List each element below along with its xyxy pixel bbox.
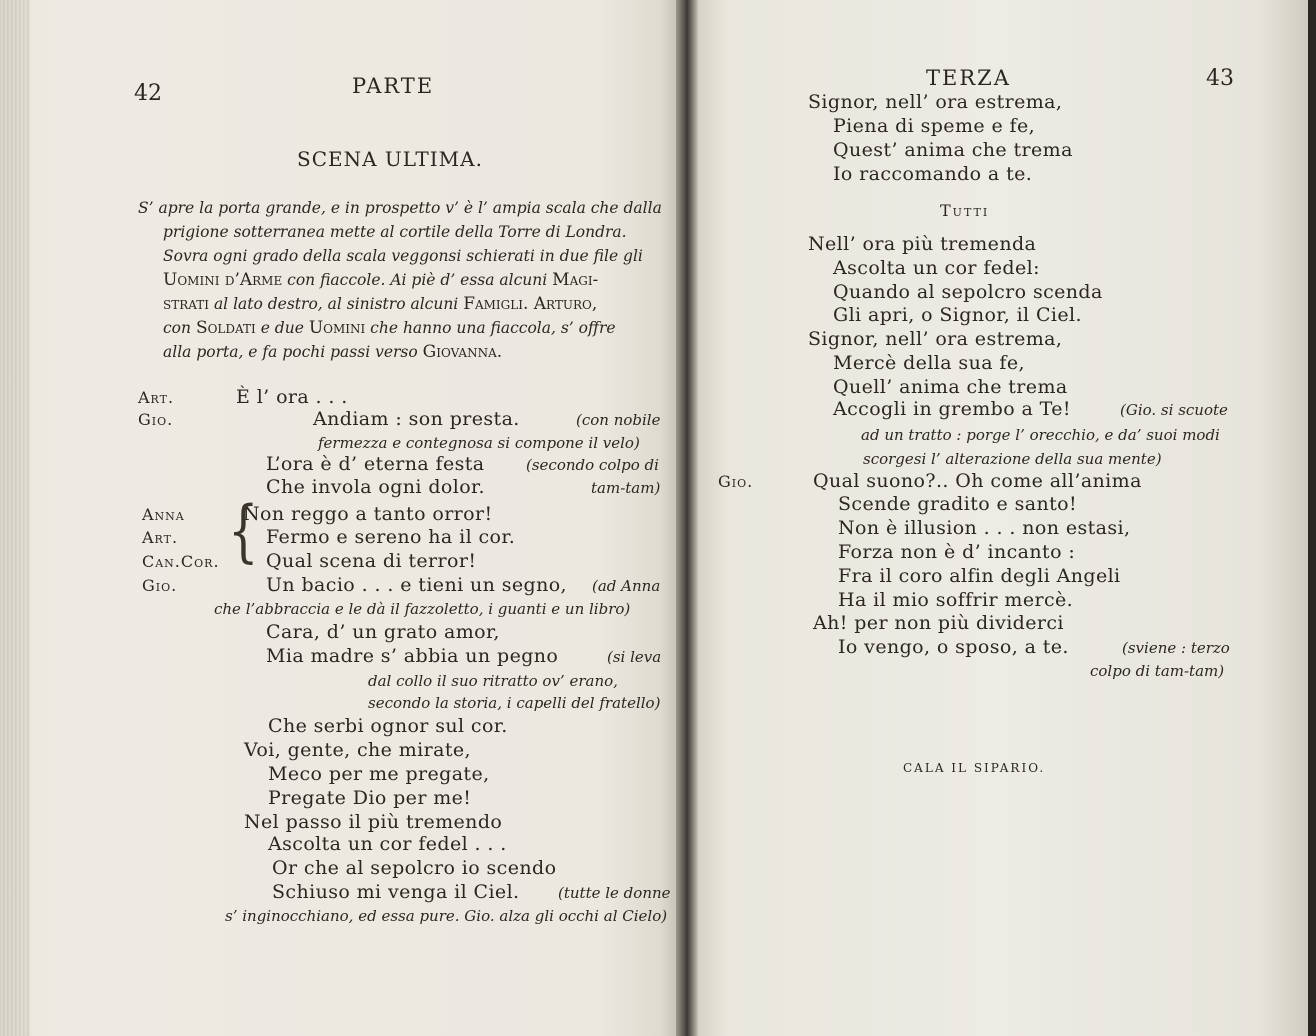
- stage-direction: secondo la storia, i capelli del fratello): [368, 694, 661, 712]
- verse-line: Fra il coro alfin degli Angeli: [838, 565, 1121, 587]
- character-name: Giovanna.: [422, 342, 503, 362]
- verse-line: Quando al sepolcro scenda: [833, 281, 1103, 303]
- stage-direction-line: [163, 320, 616, 337]
- speaker-label: Art.: [138, 388, 175, 407]
- character-name: Uomini d’Arme: [163, 270, 283, 290]
- stage-direction: fermezza e contegnosa si compone il velo): [318, 434, 640, 452]
- stage-direction: (Gio. si scuote: [1120, 401, 1228, 419]
- stage-direction: (sviene : terzo: [1122, 639, 1230, 657]
- verse-line: Fermo e sereno ha il cor.: [266, 526, 516, 548]
- stage-direction-text: con: [163, 319, 196, 337]
- verse-line: Accogli in grembo a Te!: [833, 398, 1071, 420]
- verse-line: Signor, nell’ ora estrema,: [808, 328, 1063, 350]
- verse-line: Qual scena di terror!: [266, 550, 477, 572]
- speaker-label: Gio.: [138, 410, 174, 429]
- stage-direction: scorgesi l’ alterazione della sua mente): [863, 450, 1162, 468]
- verse-line: Ascolta un cor fedel:: [833, 257, 1040, 279]
- verse-line: Che invola ogni dolor.: [266, 476, 485, 498]
- verse-line: Signor, nell’ ora estrema,: [808, 91, 1063, 113]
- chorus-heading: Tutti: [940, 201, 990, 220]
- speaker-label: Gio.: [142, 576, 178, 595]
- scene-title: SCENA ULTIMA.: [297, 147, 483, 171]
- verse-line: Ascolta un cor fedel . . .: [268, 833, 507, 855]
- verse-line: Ha il mio soffrir mercè.: [838, 589, 1074, 611]
- character-name: Uomini: [308, 318, 366, 338]
- stage-direction-text: che hanno una fiaccola, s’ offre: [365, 319, 616, 337]
- stage-direction-line: [163, 296, 597, 313]
- verse-line: Non reggo a tanto orror!: [243, 503, 493, 525]
- stage-direction: colpo di tam-tam): [1090, 662, 1225, 680]
- verse-line: Nel passo il più tremendo: [244, 811, 503, 833]
- page-number: 42: [134, 81, 162, 106]
- verse-line: Io raccomando a te.: [833, 163, 1033, 185]
- stage-direction: (si leva: [607, 648, 662, 666]
- speaker-label: Can.Cor.: [142, 552, 220, 571]
- stage-direction-line: [163, 225, 627, 241]
- verse-line: Gli apri, o Signor, il Ciel.: [833, 304, 1082, 326]
- verse-line: Pregate Dio per me!: [268, 787, 472, 809]
- verse-line: Mercè della sua fe,: [833, 352, 1025, 374]
- closing-line: CALA IL SIPARIO.: [903, 761, 1046, 775]
- verse-line: Or che al sepolcro io scendo: [272, 857, 557, 879]
- stage-direction: tam-tam): [591, 479, 661, 497]
- right-page: [698, 0, 1308, 1036]
- stage-direction-text: e due: [255, 319, 309, 337]
- stage-direction: ad un tratto : porge l’ orecchio, e da’ suoi modi: [861, 426, 1220, 444]
- speaker-label: Gio.: [718, 472, 754, 491]
- verse-line: Quell’ anima che trema: [833, 376, 1068, 398]
- stage-direction-text: alla porta, e fa pochi passi verso: [163, 343, 423, 361]
- stage-direction: (con nobile: [576, 411, 661, 429]
- verse-line: Cara, d’ un grato amor,: [266, 621, 500, 643]
- stage-direction: che l’abbraccia e le dà il fazzoletto, i guanti e un libro): [214, 600, 631, 618]
- stage-direction-text: con fiaccole. Ai piè d’ essa alcuni: [282, 271, 553, 289]
- verse-line: Io vengo, o sposo, a te.: [838, 636, 1069, 658]
- character-name: Magi-: [552, 270, 599, 290]
- stage-direction-line: [163, 344, 502, 361]
- verse-line: Andiam : son presta.: [313, 408, 520, 430]
- running-header: TERZA: [926, 66, 1011, 90]
- book-gutter: [676, 0, 698, 1036]
- character-name: Soldati: [195, 318, 256, 338]
- speaker-label: Anna: [142, 505, 185, 524]
- stage-direction-text: prigione sotterranea mette al cortile della Torre di Londra.: [163, 223, 627, 241]
- verse-line: Schiuso mi venga il Ciel.: [272, 881, 520, 903]
- verse-line: Forza non è d’ incanto :: [838, 541, 1076, 563]
- verse-line: Nell’ ora più tremenda: [808, 233, 1037, 255]
- stage-direction-line: [163, 249, 643, 265]
- stage-direction-text: S’ apre la porta grande, e in prospetto v’ è l’ ampia scala che dalla: [138, 199, 662, 217]
- stage-direction: (secondo colpo di: [526, 456, 659, 474]
- verse-line: È l’ ora . . .: [236, 386, 348, 408]
- speaker-brace: {: [228, 492, 259, 571]
- stage-direction-line: [163, 272, 598, 289]
- page-number: 43: [1206, 66, 1234, 91]
- stage-direction-line: [138, 201, 662, 217]
- verse-line: Scende gradito e santo!: [838, 493, 1078, 515]
- stage-direction: (ad Anna: [592, 577, 661, 595]
- verse-line: Meco per me pregate,: [268, 763, 490, 785]
- stage-direction: dal collo il suo ritratto ov’ erano,: [368, 672, 618, 690]
- verse-line: Ah! per non più dividerci: [813, 612, 1064, 634]
- verse-line: Quest’ anima che trema: [833, 139, 1073, 161]
- character-name: Famigli. Arturo,: [463, 294, 598, 314]
- stage-direction: s’ inginocchiano, ed essa pure. Gio. alza gli occhi al Cielo): [225, 907, 668, 925]
- verse-line: Non è illusion . . . non estasi,: [838, 517, 1131, 539]
- verse-line: Qual suono?.. Oh come all’anima: [813, 470, 1142, 492]
- running-header: PARTE: [352, 74, 435, 98]
- speaker-label: Art.: [142, 528, 179, 547]
- verse-line: Piena di speme e fe,: [833, 115, 1036, 137]
- verse-line: Mia madre s’ abbia un pegno: [266, 645, 559, 667]
- verse-line: Un bacio . . . e tieni un segno,: [266, 574, 567, 596]
- verse-line: Che serbi ognor sul cor.: [268, 715, 508, 737]
- stage-direction-text: Sovra ogni grado della scala veggonsi schierati in due file gli: [163, 247, 643, 265]
- stage-direction: (tutte le donne: [558, 884, 671, 902]
- character-name: strati: [163, 294, 210, 314]
- verse-line: Voi, gente, che mirate,: [244, 739, 471, 761]
- stage-direction-text: al lato destro, al sinistro alcuni: [209, 295, 464, 313]
- page-edges: [0, 0, 30, 1036]
- verse-line: L’ora è d’ eterna festa: [266, 453, 485, 475]
